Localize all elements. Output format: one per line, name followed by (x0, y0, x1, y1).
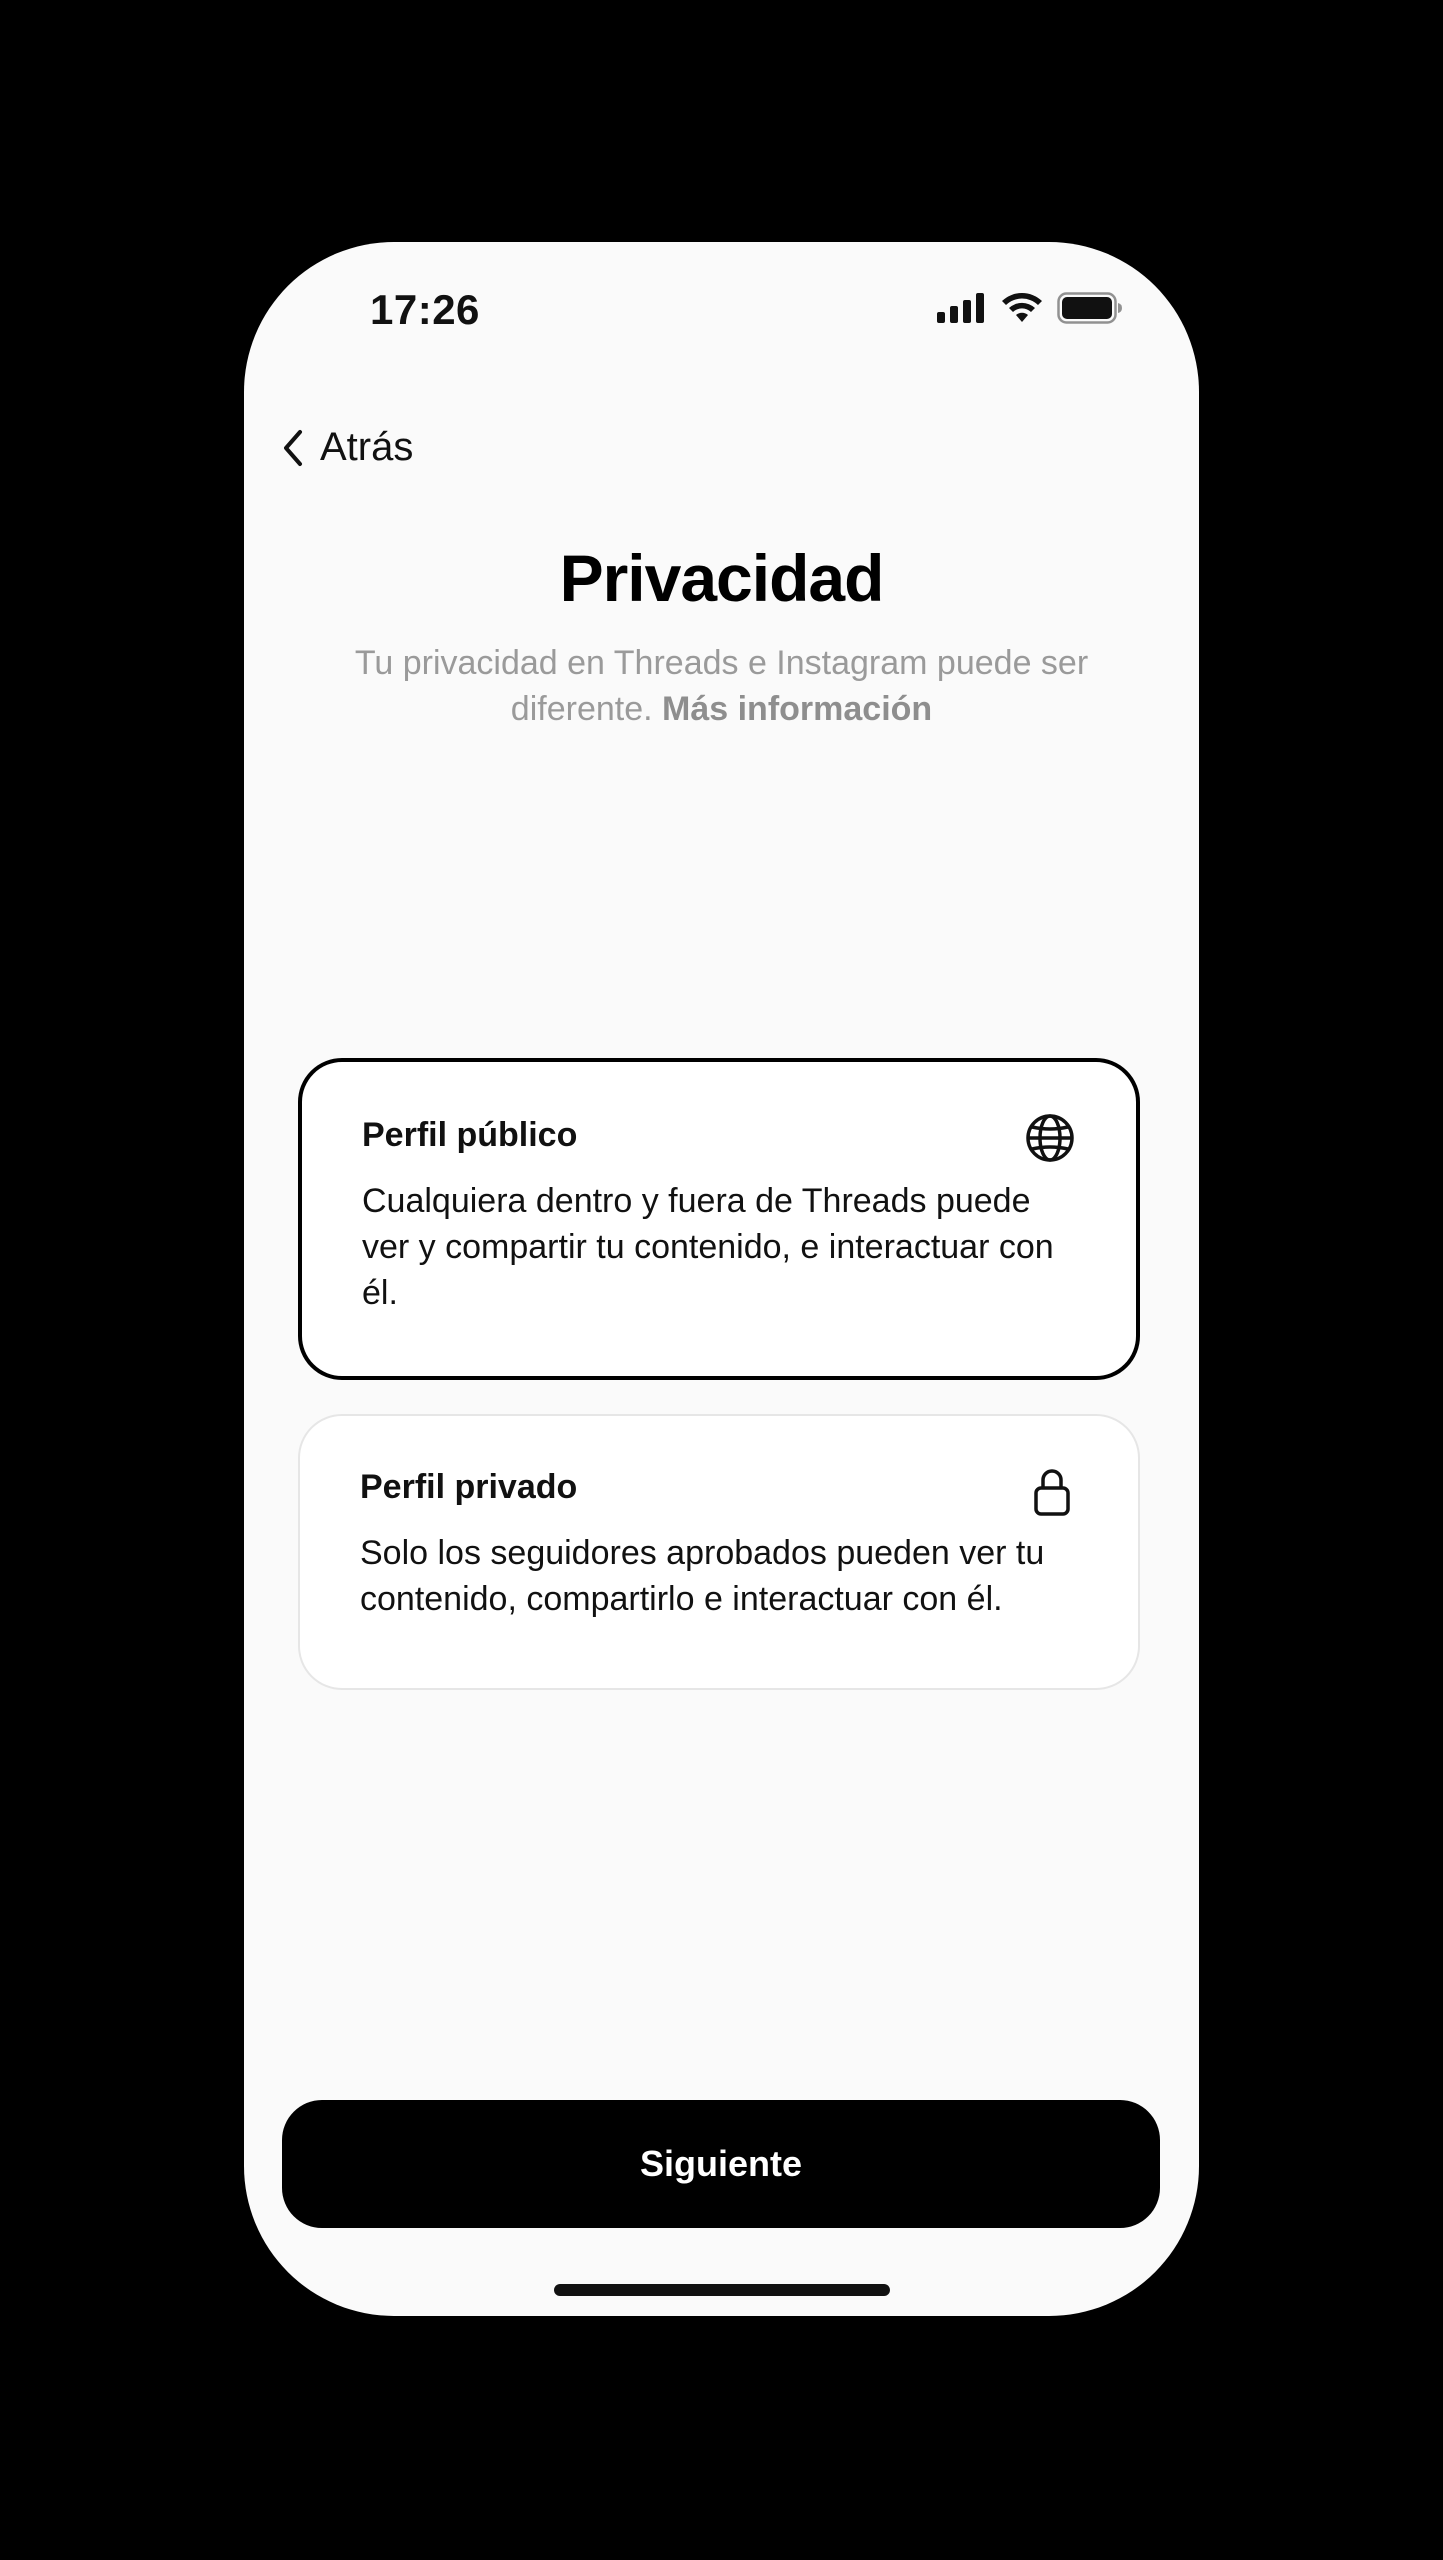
public-profile-option[interactable] (298, 1058, 1140, 1380)
private-profile-option[interactable] (298, 1414, 1140, 1690)
option-title: Perfil privado (360, 1468, 578, 1506)
chevron-left-icon (280, 427, 306, 469)
option-description: Cualquiera dentro y fuera de Threads puede ver y compartir tu contenido, e interactuar con él. (362, 1182, 1054, 1312)
page-subtitle (344, 640, 1099, 732)
page-title: Privacidad (559, 541, 884, 615)
wifi-icon (1001, 292, 1043, 324)
more-info-link[interactable]: Más información (662, 690, 933, 728)
phone-screen (244, 242, 1199, 2316)
status-icons (937, 292, 1123, 324)
option-description: Solo los seguidores aprobados pueden ver tu contenido, compartirlo e interactuar con él. (360, 1534, 1045, 1618)
lock-icon (1026, 1466, 1078, 1518)
battery-icon (1057, 292, 1123, 324)
home-indicator (554, 2284, 890, 2296)
status-time: 17:26 (370, 286, 480, 333)
next-button[interactable]: Siguiente (282, 2100, 1160, 2228)
cellular-signal-icon (937, 293, 987, 323)
globe-icon (1024, 1112, 1076, 1164)
back-label: Atrás (320, 425, 414, 469)
option-title: Perfil público (362, 1116, 578, 1154)
subtitle-text: Tu privacidad en Threads e Instagram puede ser diferente. (354, 644, 1089, 728)
back-button[interactable] (280, 425, 413, 470)
